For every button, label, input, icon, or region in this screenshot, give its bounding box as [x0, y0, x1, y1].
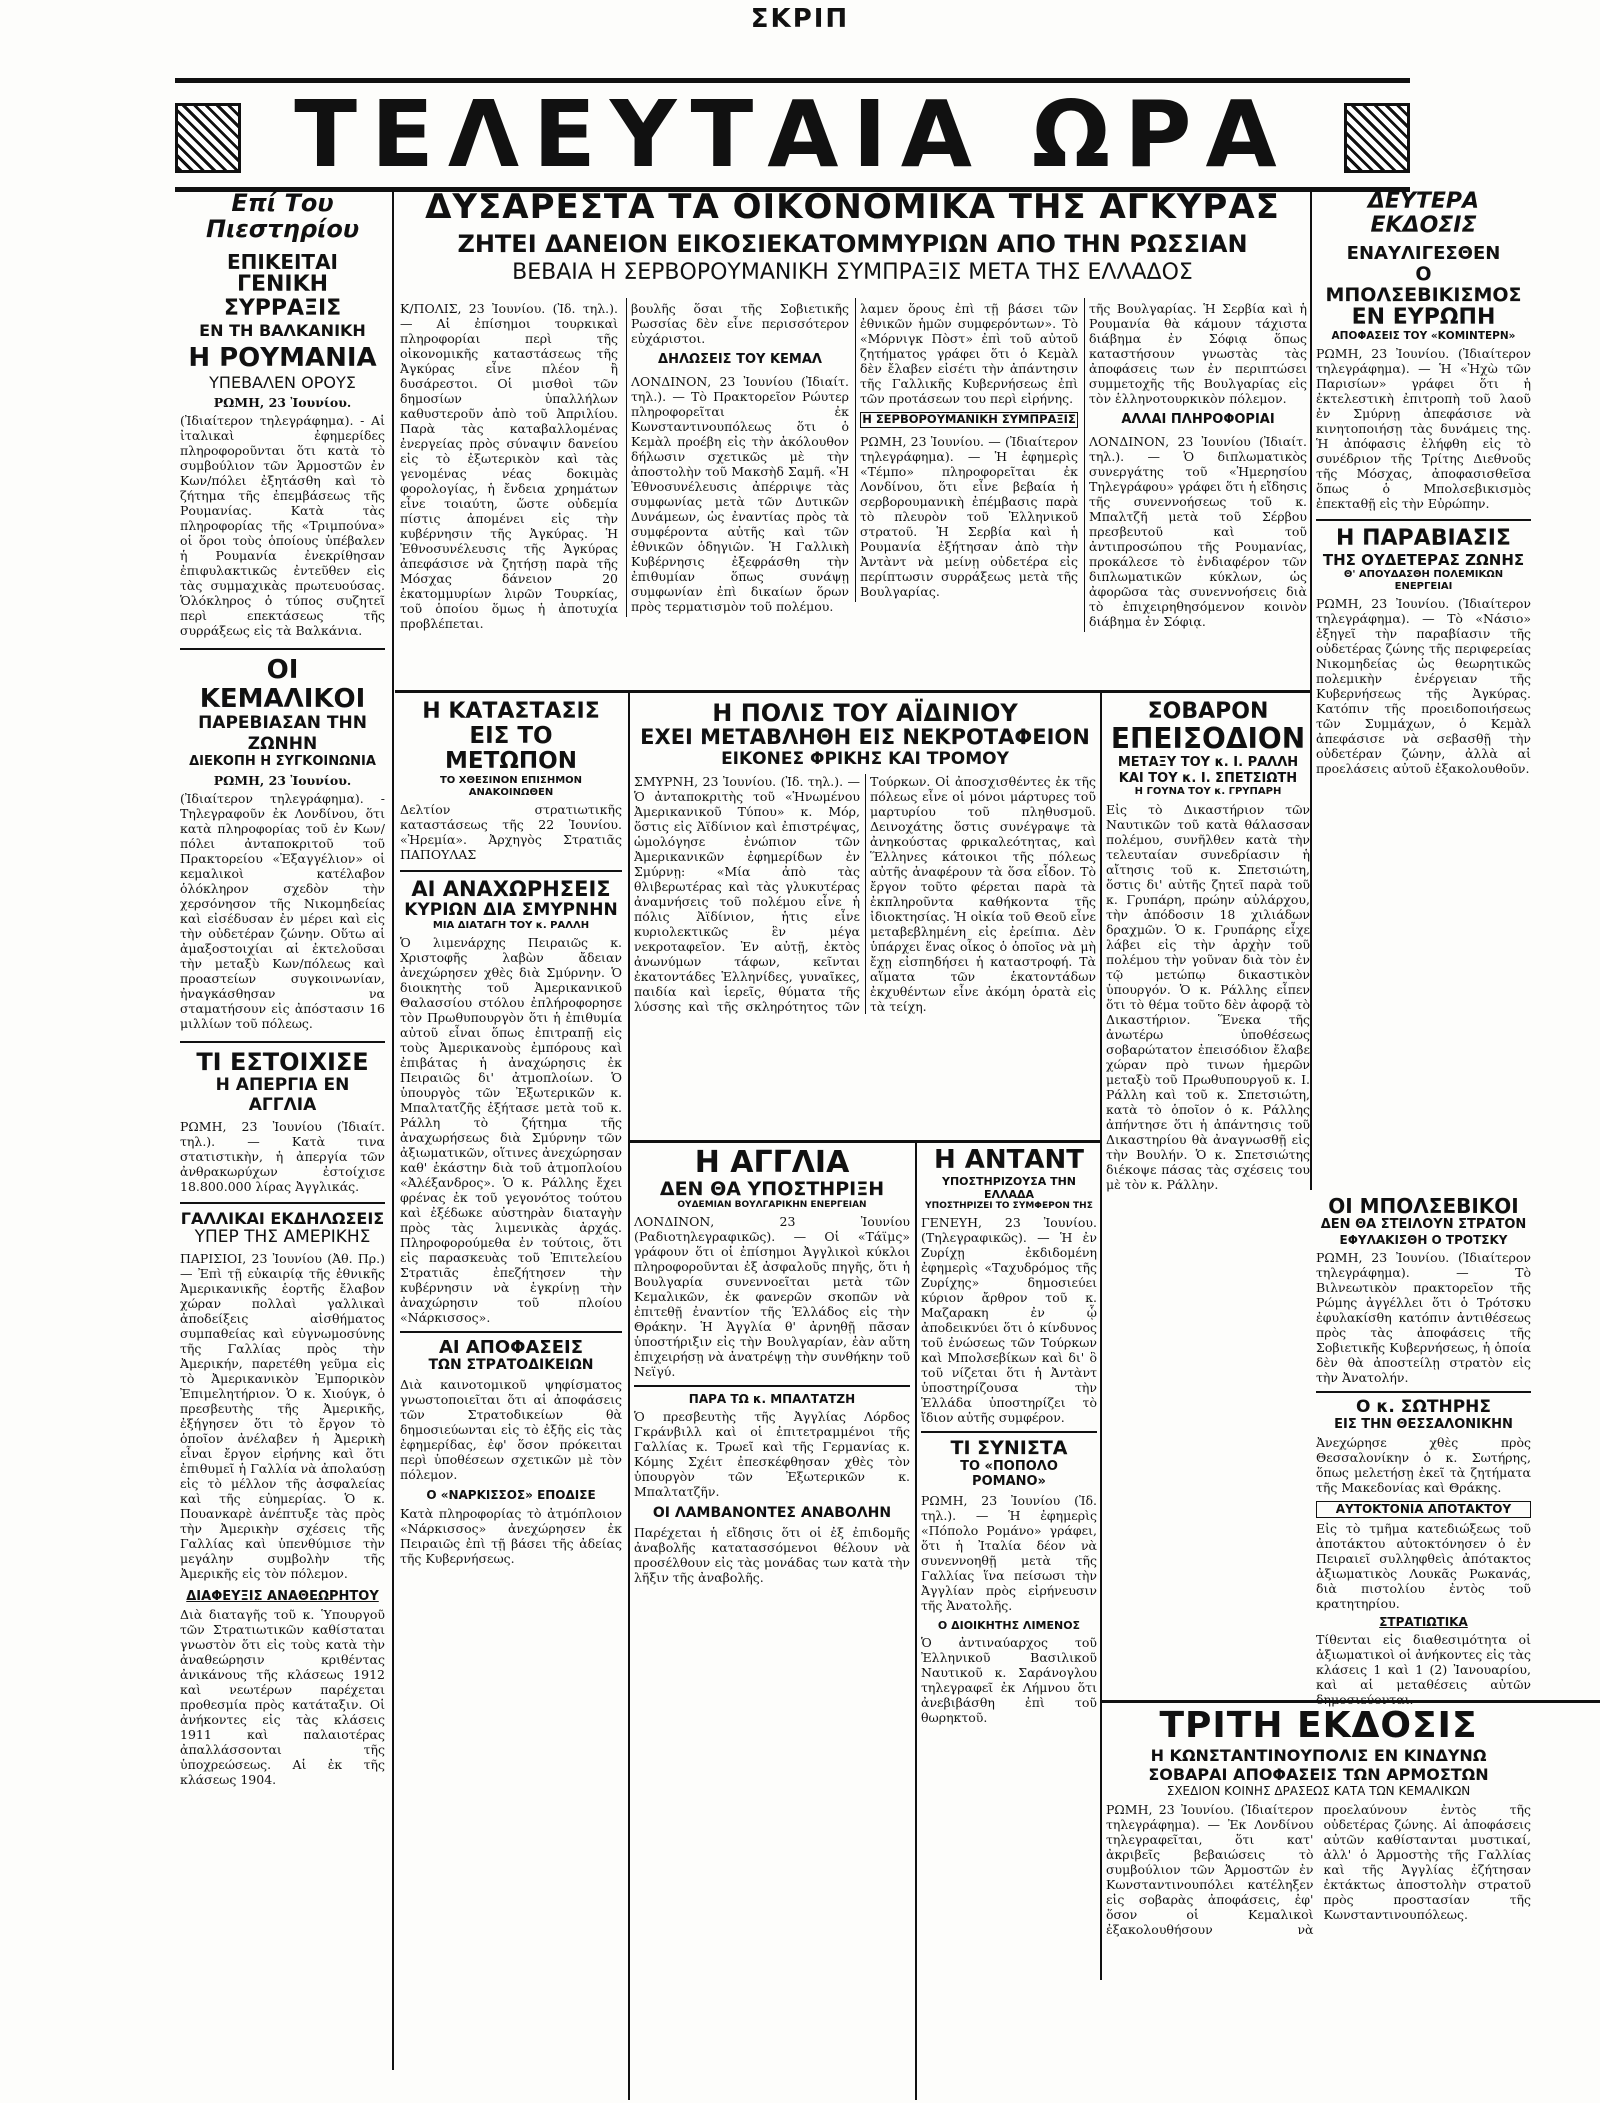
column-rule [1310, 190, 1312, 1190]
subheadline: ΚΑΙ ΤΟΥ κ. Ι. ΣΠΕΤΣΙΩΤΗ [1118, 770, 1298, 786]
article-body: ΡΩΜΗ, 23 Ἰουνίου (Ἰδιαίτ. τηλ.). — Κατὰ τινα στατιστικὴν, ἡ ἀπεργία τῶν ἀνθρακωρύχων ἐστοίχισε 18.800.000 λίρας Ἀγγλικάς. [180, 1118, 385, 1194]
article-body: (Ἰδιαίτερον τηλεγράφημα). - Αἱ ἰταλικαὶ ἐφημερίδες πληροφοροῦνται ὅτι κατὰ τὸ συμβούλιον τῶν Ἁρμοστῶν ἐν Κων/πόλει ἐξητάσθη καὶ τὸ ζήτημα τῆς ἐπεμβάσεως τῆς Ρουμανίας. Κατὰ τὰς πληροφορίας τῆς «Τριμπούνα» οἱ ὅροι τοὺς ὁποίους ὑπέβαλεν ἡ Ρουμανία ἐνεκρίθησαν ἐπιφυλακτικῶς ἐντεῦθεν εἰς τὰς συμμαχικὰς πρωτευούσας. Ὁλόκληρος ὁ τύπος συζητεῖ περὶ επεκτάσεως τῆς συρράξεως εἰς τὰ Βαλκάνια. [180, 413, 385, 639]
subheadline: ΠΑΡΕΒΙΑΣΑΝ ΤΗΝ ΖΩΝΗΝ [198, 713, 367, 754]
headline: ΣΟΒΑΡΟΝ [1147, 699, 1269, 724]
subheadline: ΤΟ «ΠΟΠΟΛΟ ΡΟΜΑΝΟ» [960, 1458, 1058, 1490]
mid-left-column [400, 700, 622, 2100]
article-body: Ἀνεχώρησε χθὲς πρὸς Θεσσαλονίκην ὁ κ. Σωτήρης, ὅπως μελετήσῃ ἐκεῖ τὰ ζητήματα τῆς Μακεδονίας καὶ Θράκης. [1316, 1435, 1531, 1496]
article-body: ΛΟΝΔΙΝΟΝ, 23 Ἰουνίου (Ἰδιαίτ. τηλ.). — Τὸ Πρακτορεῖον Ρώυτερ πληροφορεῖται ἐκ Κωνσταντινουπόλεως ὅτι ὁ Κεμὰλ προέβη εἰς τὴν ἀκόλουθον δήλωσιν σχετικῶς μὲ τὴν ἀποστολὴν τοῦ Μακσὴδ Σαμῆ. «Ἡ Ἐθνοσυνέλευσις ἀπέρριψε τὰς συμφωνίας μετὰ τῶν Δυτικῶν Δυνάμεων, ὡς ἐναντίας πρὸς τὰ συμφέροντα αὐτῆς καὶ τῶν ἐθνικῶν ὁδηγιῶν. Ἡ Γαλλικὴ Κυβέρνησις ἐξεφράσθη τὴν ἐπιθυμίαν ὅπως συνάψῃ συμφωνίαν ἐπὶ δικαίων ὅρων πρὸς τερματισμὸν τοῦ πολέμου. [631, 373, 849, 614]
ornament-right-icon [1344, 103, 1410, 173]
subheadline: ΤΩΝ ΣΤΡΑΤΟΔΙΚΕΙΩΝ [428, 1357, 594, 1374]
section-title: Επί Του Πιεστηρίου [205, 189, 360, 244]
article-body: Εἰς τὸ τμῆμα κατεδιώξεως τοῦ ἀποτάκτου αὐτοκτόνησεν ὁ ἐν Πειραιεῖ συλληφθεὶς ἀπότακτος ἀξιωματικὸς Λουκᾶς Ρωκανάς, διὰ πιστολίου ἐντὸς τοῦ κρατητηρίου. [1316, 1520, 1531, 1611]
headline: ΕΝ ΕΥΡΩΠΗ [1351, 304, 1496, 330]
subheadline: ΔΙΕΚΟΠΗ Η ΣΥΓΚΟΙΝΩΝΙΑ [189, 754, 376, 770]
headline: ΤΙ ΕΣΤΟΙΧΙΣΕ [180, 1041, 385, 1075]
column-rule [628, 690, 630, 2100]
incident-story [1106, 700, 1310, 1695]
headline: ΓΕΝΙΚΗ ΣΥΡΡΑΞΙΣ [223, 271, 342, 321]
left-column [180, 190, 385, 2090]
subheadline: ΥΠΟΣΤΗΡΙΖΟΥΣΑ ΤΗΝ ΕΛΛΑΔΑ [942, 1174, 1076, 1201]
headline: ΠΑΡΑ ΤΩ κ. ΜΠΑΛΤΑΤΖΗ [634, 1385, 910, 1406]
subheadline: ΕΙΚΟΝΕΣ ΦΡΙΚΗΣ ΚΑΙ ΤΡΟΜΟΥ [721, 749, 1009, 770]
article-body: ΛΟΝΔΙΝΟΝ, 23 Ἰουνίου (Ἰδιαίτ. τηλ.). — Ὁ διπλωματικὸς συνεργάτης τοῦ «Ἡμερησίου Τηλεγράφου» γράφει ὅτι ἡ εἴδησις τῆς συνεννοήσεως τοῦ κ. Μπαλτζῆ μετὰ τοῦ Σέρβου πρεσβευτοῦ καὶ τοῦ ἀντιπροσώπου τῆς Ρουμανίας, προκάλεσε τὸ ἐνδιαφέρον τῶν διπλωματικῶν κύκλων, ὡς ἀφορῶσα τὰς συνεννοήσεις διὰ τὸ ἐπιχειρηθησόμενον κοινὸν διάβημα ἐν Σόφιᾳ. [1089, 433, 1307, 629]
subheadline: ΕΦΥΛΑΚΙΣΘΗ Ο ΤΡΟΤΣΚΥ [1339, 1232, 1508, 1247]
article-body: Κατὰ πληροφορίας τὸ ἀτμόπλοιον «Νάρκισσος» ἀνεχώρησεν ἐκ Πειραιῶς ἐπὶ τῇ βάσει τῆς ἀδείας τῆς Κυβερνήσεως. [400, 1505, 622, 1566]
subheadline: Η ΣΕΡΒΟΡΟΥΜΑΝΙΚΗ ΣΥΜΠΡΑΞΙΣ [860, 412, 1078, 428]
main-column [400, 298, 618, 634]
article-body: Εἰς τὸ Δικαστήριον τῶν Ναυτικῶν τοῦ κατὰ θάλασσαν πολέμου, συνῆλθεν κατὰ τὴν τελευταίαν συνεδρίασιν ἡ αἴτησις τοῦ κ. Σπετσιώτη, ὅστις δι' αὐτῆς ζητεῖ παρὰ τοῦ κ. Γρυπάρη, πρώην αὐλάρχου, τὴν ἀπόδοσιν 18 χιλιάδων δραχμῶν. Ὁ κ. Γρυπάρης εἶχε λάβει εἰς τὴν ἀρχὴν τοῦ πολέμου τὴν γοῦναν διὰ τὸν ἐν τῷ μετώπῳ δικαστικὸν ὑπουργόν. Ὁ κ. Ράλλης εἶπεν ὅτι τὸ θέμα τοῦτο δὲν ἀφορᾷ τὸ Δικαστήριον. Ἕνεκα τῆς ἀνωτέρω ὑποθέσεως σοβαρώτατον ἐπεισόδιον ἔλαβε χώραν πρὸ τινων ἡμερῶν μεταξὺ τοῦ Πρωθυπουργοῦ κ. Ι. Ράλλη καὶ τοῦ κ. Σπετσιώτη, κατὰ τὸ ὁποῖον ὁ κ. Ράλλης ἀπήντησε ὅτι ἡ ἀπάντησις τοῦ Δικαστηρίου θὰ ἀναγνωσθῇ εἰς τὴν Βουλήν. Ὁ κ. Σπετσιώτης διέκοψε πάσας τὰς σχέσεις του μὲ τὸν κ. Ράλλην. [1106, 802, 1310, 1193]
main-column [1084, 298, 1307, 632]
main-story [400, 187, 1307, 685]
subheadline: Η ΚΩΝΣΤΑΝΤΙΝΟΥΠΟΛΙΣ ΕΝ ΚΙΝΔΥΝΩ [1150, 1745, 1487, 1765]
article-body: Ὁ λιμενάρχης Πειραιῶς κ. Χριστοφῆς λαβὼν ἄδειαν ἀνεχώρησεν χθὲς διὰ Σμύρνην. Ὁ διοικητὴς τοῦ Ἀμερικανικοῦ Θαλασσίου στόλου ἐπλήροφορησε τὸν Πρωθυπουργὸν ὅτι ἡ ἐπιθυμία αὐτοῦ εἶναι ὅπως ἐπιτραπῇ εἰς τοὺς Ἀμερικανοὺς ἐμπόρους καὶ ἐπιβάτας ἡ ἀναχώρησις ἐκ Πειραιῶς δι' ἀτμοπλοίων. Ὁ ὑπουργὸς τῶν Ἐξωτερικῶν κ. Μπαλτατζῆς ἐξήτασε μετὰ τοῦ κ. Ράλλη τὸ ζήτημα τῆς ἀναχωρήσεως διὰ Σμύρνην τῶν ἀξιωματικῶν, οἵτινες ἀνεχώρησαν καθ' ἑκάστην διὰ τοῦ ἀτμοπλοίου «Ἀλέξανδρος». Ὁ κ. Ράλλης ἔχει φρένας ἐκ τοῦ γεγονότος τούτου καὶ ἐξέδωκε αὐστηρὰν διαταγὴν πρὸς τὰς λιμενικὰς ἀρχάς. Πληροφορούμεθα ἐν τούτοις, ὅτι εἰς παρασκευὰς τοῦ Ἐπιτελείου Στρατιᾶς ἐπεζήτησεν τὴν κυβέρνησιν νὰ ἐγκρίνῃ τὴν ἀναχώρησιν τοῦ πλοίου «Νάρκισσος». [400, 934, 622, 1325]
newspaper-title: ΤΕΛΕΥΤΑΙΑ ΩΡΑ [294, 81, 1291, 188]
article-body: ΡΩΜΗ, 23 Ἰουνίου. (Ἰδιαίτερον τηλεγράφημα). — Ἐκ Λονδίνου τηλεγραφεῖται, ὅτι κατ' ἀκριβεῖς βεβαιώσεις τὸ συμβούλιον τῶν Ἁρμοστῶν ἐν Κωνσταντινουπόλει κατέληξεν εἰς σοβαρὰς ἀποφάσεις, ἐφ' ὅσον οἱ Κεμαλικοὶ ἐξακολουθήσουν νὰ προελαύνουν ἐντὸς τῆς οὐδετέρας ζώνης. Αἱ ἀποφάσεις αὐτῶν καθίστανται μυστικαί, ἀλλ' ὁ Ἁρμοστὴς τῆς Γαλλίας καὶ τῆς Ἀγγλίας ἐζήτησαν ἐκτάκτως ἀποστολὴν στρατοῦ πρὸς προστασίαν τῆς Κωνσταντινουπόλεως. [1106, 1802, 1531, 1938]
headline: ΓΑΛΛΙΚΑΙ ΕΚΔΗΛΩΣΕΙΣ [180, 1202, 385, 1228]
masthead-top-label: ΣΚΡΙΠ [750, 4, 850, 34]
headline: Ο ΜΠΟΛΣΕΒΙΚΙΣΜΟΣ [1325, 263, 1522, 307]
headline: Η ΚΑΤΑΣΤΑΣΙΣ [422, 699, 600, 724]
article-body: Ὁ ἀντιναύαρχος τοῦ Ἐλληνικοῦ Βασιλικοῦ Ναυτικοῦ κ. Σαράνογλου τηλεγραφεῖ ἐκ Λήμνου ὅτι ἀνεβιβάσθη ἐπὶ τοῦ θωρηκτοῦ. [921, 1635, 1097, 1726]
article-body: λαμεν ὅρους ἐπὶ τῇ βάσει τῶν ἐθνικῶν ἡμῶν συμφερόντων». Τὸ «Μόρνιγκ Πὸστ» ἐπὶ τοῦ αὐτοῦ ζητήματος γράφει ὅτι ὁ Κεμὰλ δὲν ἔλαβεν εἰσέτι τὴν ἀπάντησιν τῆς Γαλλικῆς Κυβερνήσεως ἐπὶ τῶν προτάσεων του περὶ εἰρήνης. [860, 301, 1078, 406]
main-column [626, 298, 849, 617]
subheadline: Η ΓΟΥΝΑ ΤΟΥ κ. ΓΡΥΠΑΡΗ [1134, 786, 1282, 798]
headline: ΕΠΕΙΣΟΔΙΟΝ [1110, 722, 1306, 756]
article-body: ΡΩΜΗ, 23 Ἰουνίου (Ἰδ. τηλ.). — Ἡ ἐφημερὶς «Πόπολο Ρομάνο» γράφει, ὅτι ἡ Ἰταλία δέον νὰ συνεννοηθῇ μετὰ τῆς Γαλλίας ἵνα πείσωσι τὴν Ἀγγλίαν πρὸς εἰρήνευσιν τῆς Ἀνατολῆς. [921, 1492, 1097, 1613]
section-rule [395, 690, 1310, 693]
column-rule [915, 1140, 917, 2100]
article-body: τῆς Βουλγαρίας. Ἡ Σερβία καὶ ἡ Ρουμανία θὰ κάμουν τάχιστα διάβημα ἐν Σόφιᾳ ὅπως καταστήσουν γνωστὰς τὰς ἀποφάσεις των ἐν περιπτώσει συμμετοχῆς τῆς Βουλγαρίας εἰς τὸν ἑλληνοτουρκικὸν πόλεμον. [1089, 301, 1307, 406]
section-title: ΔΕΥΤΕΡΑ ΕΚΔΟΣΙΣ [1367, 189, 1480, 239]
headline: ΟΙ ΛΑΜΒΑΝΟΝΤΕΣ ΑΝΑΒΟΛΗΝ [652, 1505, 892, 1522]
article-body: Διὰ καινοτομικοῦ ψηφίσματος γνωστοποιεῖται ὅτι αἱ ἀποφάσεις τῶν Στρατοδικείων θὰ δημοσιεύωνται εἰς τὸ ἐξῆς εἰς τὰς ἐφημερίδας, ἐφ' ὅσον πρόκειται περὶ ὑποθέσεων σχετικῶν μὲ τὸν πόλεμον. [400, 1377, 622, 1483]
article-body: Παρέχεται ἡ εἴδησις ὅτι οἱ ἐξ ἐπιδομῆς ἀναβολῆς κατατασσόμενοι θέλουν νὰ προσέλθουν εἰς τὰς μονάδας των κατὰ τὴν λῆξιν τῆς ἀναβολῆς. [634, 1524, 910, 1585]
subheadline: ΑΛΛΑΙ ΠΛΗΡΟΦΟΡΙΑΙ [1121, 412, 1275, 427]
aidini-story [634, 700, 1096, 1135]
headline: ΤΙ ΣΥΝΙΣΤΑ [921, 1431, 1097, 1459]
headline: ΟΙ ΚΕΜΑΛΙΚΟΙ [180, 648, 385, 713]
headline: Η ΠΟΛΙΣ ΤΟΥ ΑΪΔΙΝΙΟΥ [712, 699, 1018, 727]
subheadline: ΜΕΤΑΞΥ ΤΟΥ κ. Ι. ΡΑΛΛΗ [1117, 754, 1299, 770]
subheadline: ΣΧΕΔΙΟΝ ΚΟΙΝΗΣ ΔΡΑΣΕΩΣ ΚΑΤΑ ΤΩΝ ΚΕΜΑΛΙΚΩΝ [1166, 1783, 1471, 1798]
column-rule [1100, 690, 1102, 1980]
article-body: ΡΩΜΗ, 23 Ἰουνίου. — (Ἰδιαίτερον τηλεγράφημα). — Ἡ ἐφημερὶς «Τέμπο» πληροφορεῖται ἐκ Λονδίνου, ὅτι εἶνε βεβαία ἡ σερβορουμανικὴ ἐπέμβασις παρὰ τὸ πλευρὸν τοῦ Ἑλληνικοῦ στρατοῦ. Ἡ Σερβία καὶ ἡ Ρουμανία ἐξήτησαν ἀπὸ τὴν Ἀντὰντ νὰ μείνῃ οὐδετέρα εἰς περίπτωσιν συρράξεως μετὰ τῆς Βουλγαρίας. [860, 433, 1078, 599]
headline: ΕΧΕΙ ΜΕΤΑΒΛΗΘΗ ΕΙΣ ΝΕΚΡΟΤΑΦΕΙΟΝ [640, 725, 1090, 750]
subheadline: ΔΗΛΩΣΕΙΣ ΤΟΥ ΚΕΜΑΛ [658, 352, 822, 367]
headline: Η ΡΟΥΜΑΝΙΑ [188, 343, 377, 374]
headline: ΣΤΡΑΤΙΩΤΙΚΑ [1379, 1614, 1468, 1629]
headline: Η ΑΝΤΑΝΤ [933, 1145, 1085, 1175]
headline: ΤΡΙΤΗ ΕΚΔΟΣΙΣ [1159, 1705, 1478, 1746]
headline: ΕΠΙΚΕΙΤΑΙ [226, 249, 338, 274]
subheadline: ΥΠΟΣΤΗΡΙΖΕΙ ΤΟ ΣΥΜΦΕΡΟΝ ΤΗΣ [925, 1200, 1093, 1211]
article-body: ΠΑΡΙΣΙΟΙ, 23 Ἰουνίου (Ἀθ. Πρ.) — Ἐπὶ τῇ εὐκαιρίᾳ τῆς ἐθνικῆς Ἀμερικανικῆς ἑορτῆς ἔλαβον χώραν πολλαὶ γαλλικαὶ ἀποδείξεις αἰσθήματος συμπαθείας καὶ εὐγνωμοσύνης τῆς Γαλλίας πρὸς τὴν Ἀμερικήν, παρετέθη γεῦμα εἰς τὸ Ἀμερικανικὸν Ἐμπορικὸν Ἐπιμελητήριον. Ὁ κ. Χιούγκ, ὁ πρεσβευτὴς τῆς Ἀμερικῆς, ἐξήγησεν ὅτι τὸ ἔργον τὸ ὁποῖον ἀνέλαβεν ἡ Ἀμερικὴ εἶναι ἔργον εἰρήνης καὶ ὅτι ἐπιθυμεῖ ἡ Γαλλία νὰ ἀπολαύσῃ εἰς τὸ μέλλον τῆς ἀσφαλείας καὶ τῆς εὐημερίας. Ὁ κ. Πουανκαρὲ ἀνέπτυξε τὰς πρὸς τὴν Ἀμερικὴν σχέσεις τῆς Γαλλίας καὶ ὑπενθύμισε τὴν μεγάλην συμβολὴν τῆς Ἀμερικῆς εἰς τὸν πόλεμον. [180, 1250, 385, 1581]
headline: Ο κ. ΣΩΤΗΡΗΣ [1316, 1391, 1531, 1417]
main-column [855, 298, 1078, 602]
section-rule [630, 1140, 1100, 1143]
headline: ΚΥΡΙΩΝ ΔΙΑ ΣΜΥΡΝΗΝ [404, 899, 618, 920]
subheadline: ΕΝ ΤΗ ΒΑΛΚΑΝΙΚΗ [199, 321, 366, 341]
headline: Ο ΔΙΟΙΚΗΤΗΣ ΛΙΜΕΝΟΣ [937, 1618, 1081, 1632]
headline: ΑΙ ΑΝΑΧΩΡΗΣΕΙΣ [400, 870, 622, 901]
article-body: (Ἰδιαίτερον τηλεγράφημα). - Τηλεγραφοῦν ἐκ Λονδίνου, ὅτι κατὰ πληροφορίας τοῦ ἐν Κων/πόλει ἀνταποκριτοῦ τοῦ Πρακτορείου «Ἐξαγγέλιον» οἱ κεμαλικοὶ κατέλαβον ὁλόκληρον σχεδὸν τὴν χερσόνησον τῆς Νικομηδείας καὶ εἰσέδυσαν ἐν μέρει καὶ εἰς τὴν οὐδετέραν ζώνην. Οὕτω αἱ ἀμαξοστοιχίαι αἱ ἐκτελοῦσαι τὴν μεταξὺ Κων/πόλεως καὶ προαστείων συγκοινωνίαν, ἠναγκάσθησαν να σταματήσουν εἰς ἀπόστασιν 16 μιλλίων τοῦ πόλεως. [180, 790, 385, 1031]
main-subheadline: ΒΕΒΑΙΑ Η ΣΕΡΒΟΡΟΥΜΑΝΙΚΗ ΣΥΜΠΡΑΞΙΣ ΜΕΤΑ ΤΗΣ ΕΛΛΑΔΟΣ [512, 259, 1193, 285]
subheadline: ΤΟ ΧΘΕΣΙΝΟΝ ΕΠΙΣΗΜΟΝ ΑΝΑΚΟΙΝΩΘΕΝ [439, 774, 583, 798]
article-body: Κ/ΠΟΛΙΣ, 23 Ἰουνίου. (Ἰδ. τηλ.). — Αἱ ἐπίσημοι τουρκικαὶ πληροφορίαι περὶ τῆς οἰκονομικῆς καταστάσεως τῆς Ἀγκύρας εἶνε πλέον ἢ δυσάρεστοι. Οἱ μισθοὶ τῶν δημοσίων ὑπαλλήλων καθυστεροῦν ἀπὸ τοῦ Ἀπριλίου. Παρὰ τὰς καταβαλλομένας ἐνεργείας πρὸς σύναψιν δανείου εἰς τὸ ἐξωτερικὸν καὶ τὰς γενομένας νέας δοκιμὰς φορολογίας, ἡ ἔνδεια χρημάτων εἶνε τοιαύτη, ὥστε οὐδεμία πίστις ἀπομένει εἰς τὴν κυβέρνησιν τῆς Ἀγκύρας. Ἡ Ἐθνοσυνέλευσις τῆς Ἀγκύρας ἀπεφάσισε νὰ ζητήσῃ παρὰ τῆς Μόσχας δάνειον 20 ἑκατομμυρίων λιρῶν Τουρκίας, τοῦ ὁποίου ὅμως ἡ ἀποτυχία προβλέπεται. [400, 301, 618, 631]
headline: Η ΠΑΡΑΒΙΑΣΙΣ [1316, 519, 1531, 551]
subheadline: ΤΗΣ ΟΥΔΕΤΕΡΑΣ ΖΩΝΗΣ [1322, 550, 1525, 569]
third-edition-story [1106, 1706, 1531, 2101]
headline: Ο «ΝΑΡΚΙΣΣΟΣ» ΕΠΟΔΙΣΕ [426, 1488, 596, 1503]
headline: ΕΙΣ ΤΟ ΜΕΤΩΠΟΝ [445, 723, 577, 775]
subheadline: ΥΠΕΒΑΛΕΝ ΟΡΟΥΣ [209, 372, 356, 392]
article-body: Ὁ πρεσβευτὴς τῆς Ἀγγλίας Λόρδος Γκράνβιλλ καὶ οἱ ἐπιτετραμμένοι τῆς Γαλλίας κ. Τρωεῖ καὶ τῆς Γερμανίας κ. Κόμης Σχέιτ ἐπεσκέφθησαν χθὲς τὸν ὑπουργὸν τῶν Ἐξωτερικῶν κ. Μπαλτατζῆν. [634, 1409, 910, 1500]
subheadline: ΣΟΒΑΡΑΙ ΑΠΟΦΑΣΕΙΣ ΤΩΝ ΑΡΜΟΣΤΩΝ [1148, 1764, 1489, 1784]
article-body: Διὰ διαταγῆς τοῦ κ. Ὑπουργοῦ τῶν Στρατιωτικῶν καθίσταται γνωστὸν ὅτι εἰς τοὺς κατὰ τὴν ἀναθεώρησιν κριθέντας ἀνικάνους τῆς κλάσεως 1912 καὶ νεωτέρων παρέχεται προθεσμία πρὸς κατάταξιν. Οἱ ἀνήκοντες εἰς τὰς κλάσεις 1911 καὶ παλαιοτέρας ἀπαλλάσσονται τῆς ὑποχρεώσεως. Αἱ ἐκ τῆς κλάσεως 1904. [180, 1607, 385, 1788]
subheadline: ΜΙΑ ΔΙΑΤΑΓΗ ΤΟΥ κ. ΡΑΛΛΗ [432, 919, 590, 931]
headline: ΔΙΑΦΕΥΞΙΣ ΑΝΑΘΕΩΡΗΤΟΥ [186, 1588, 379, 1604]
article-body: ΓΕΝΕΥΗ, 23 Ἰουνίου. (Τηλεγραφικῶς). — Ἡ ἐν Ζυρίχῃ ἐκδιδομένη ἐφημερὶς «Ταχυδρόμος τῆς Ζυρίχης» δημοσιεύει κύριον ἄρθρον τοῦ κ. Μαζαρακη ἐν ᾧ ἀποδεικνύει ὅτι ὁ κίνδυνος τοῦ ἐνώσεως τῶν Τούρκων καὶ Μπολσεβίκων καὶ δι' ὃ τοῦ νίζεται ὅτι ἡ Ἀντὰντ ὑποστηρίζουσα τὴν Ἑλλάδα ὑποστηρίζει τὸ ἴδιον αὐτῆς συμφέρον. [921, 1214, 1097, 1425]
subheadline: Θ' ΑΠΟΥΔΑΣΘΗ ΠΟΛΕΜΙΚΩΝ ΕΝΕΡΓΕΙΑΙ [1343, 568, 1504, 592]
column-rule [392, 190, 394, 2070]
subheadline: ΟΥΔΕΜΙΑΝ ΒΟΥΛΓΑΡΙΚΗΝ ΕΝΕΡΓΕΙΑΝ [677, 1199, 867, 1210]
right-column-lower [1316, 1194, 1531, 1708]
dateline: ΡΩΜΗ, 23 Ἰουνίου. [213, 395, 352, 411]
entente-story [921, 1146, 1097, 2096]
headline: ΔΕΝ ΘΑ ΥΠΟΣΤΗΡΙΞΗ [659, 1178, 885, 1200]
england-story [634, 1146, 910, 2096]
subheadline: ΔΕΝ ΘΑ ΣΤΕΙΛΟΥΝ ΣΤΡΑΤΟΝ [1320, 1217, 1527, 1232]
article-body: Δελτίον στρατιωτικῆς καταστάσεως τῆς 22 Ἰουνίου. «Ἠρεμία». Ἀρχηγὸς Στρατιᾶς ΠΑΠΟΥΛΑΣ [400, 801, 622, 862]
article-body: ΛΟΝΔΙΝΟΝ, 23 Ἰουνίου (Ραδιοτηλεγραφικῶς). — Οἱ «Τάϊμς» γράφουν ὅτι οἱ ἐπίσημοι Ἀγγλικοὶ κύκλοι πληροφοροῦνται ἐξ ἀσφαλοῦς πηγῆς, ὅτι ἡ Βουλγαρία συνεννοεῖται μετὰ τῶν Κεμαλικῶν, ἐκ φανερῶν σκοπῶν νὰ ἐπιτεθῇ ἐναντίον τῆς Ἑλλάδος εἰς τὴν Θράκην. Ἡ Ἀγγλία θ' ἀρνηθῇ πᾶσαν ὑποστήριξιν εἰς τὴν Βουλγαρίαν, ἐὰν αὕτη ἐπιχειρήσῃ νὰ ἀνατρέψῃ τὴν συνθήκην τοῦ Νεϊγύ. [634, 1213, 910, 1379]
subheadline: ΕΙΣ ΤΗΝ ΘΕΣΣΑΛΟΝΙΚΗΝ [1334, 1416, 1513, 1432]
subheadline: Η ΑΠΕΡΓΙΑ ΕΝ ΑΓΓΛΙΑ [215, 1075, 350, 1116]
subheadline: ΥΠΕΡ ΤΗΣ ΑΜΕΡΙΚΗΣ [194, 1227, 371, 1248]
masthead [175, 78, 1410, 192]
article-body: βουλῆς ὅσαι τῆς Σοβιετικῆς Ρωσσίας δὲν εἶνε περισσότερον εὐχάριστοι. [631, 301, 849, 346]
headline: Η ΑΓΓΛΙΑ [694, 1145, 850, 1180]
main-subheadline: ΖΗΤΕΙ ΔΑΝΕΙΟΝ ΕΙΚΟΣΙΕΚΑΤΟΜΜΥΡΙΩΝ ΑΠΟ ΤΗΝ ΡΩΣΣΙΑΝ [457, 229, 1248, 258]
article-body: ΡΩΜΗ, 23 Ἰουνίου. (Ἰδιαίτερον τηλεγράφημα). — Τὸ «Νάσιο» ἐξηγεῖ τὴν παραβίασιν τῆς οὐδετέρας ζώνης τῆς περιφερείας Νικομηδείας ὡς θεωρητικῶς πολεμικὴν ἐνέργειαν τῆς Κυβερνήσεως τῆς Ἀγκύρας. Κατόπιν τῆς προειδοποιήσεως τῶν Συμμάχων, ὁ Κεμὰλ ἀπεφάσισε νὰ σεβασθῇ τὴν οὐδετέραν ζώνην, ἀλλὰ αἱ προελάσεις αὐτοῦ ἐξακολουθοῦν. [1316, 595, 1531, 776]
article-body: ΡΩΜΗ, 23 Ἰουνίου. (Ἰδιαίτερον τηλεγράφημα). — Ἡ «Ἠχὼ τῶν Παρισίων» γράφει ὅτι ἡ ἐκτελεστικὴ ἐπιτροπὴ τοῦ λαοῦ ἐν Σμύρνῃ ἀπεφάσισε νὰ κινητοποιήσῃ τὰς δυνάμεις της. Ἡ ἀπόφασις ἐλήφθη εἰς τὸ συνέδριον τῆς Τρίτης Διεθνοῦς τῆς Μόσχας, ἀποφασισθεῖσα ὅπως ὁ Μπολσεβικισμὸς ἐπεκταθῇ εἰς τὴν Εὐρώπην. [1316, 345, 1531, 511]
dateline: ΡΩΜΗ, 23 Ἰουνίου. [213, 772, 352, 788]
article-body: ΣΜΥΡΝΗ, 23 Ἰουνίου. (Ἰδ. τηλ.). — Ὁ ἀνταποκριτὴς τοῦ «Ἡνωμένου Ἀμερικανικοῦ Τύπου» κ. Μόρ, ὅστις εἰς Ἀϊδίνιον καὶ ἐπιστρέψας, ὡμολόγησε ἐνώπιον τῶν Ἀμερικανικῶν ἐφημερίδων ἐν Σμύρνῃ: «Μία ἀπὸ τὰς θλιβερωτέρας καὶ τὰς γλυκυτέρας ἀναμνήσεις τοῦ πολέμου εἶνε ἡ πόλις Ἀϊδίνιον, ἡτις εἶνε κυριολεκτικῶς ἓν μέγα νεκροταφεῖον. Ἐν αὐτῇ, ἐκτὸς ἀνωνύμων τάφων, κεῖνται ἐκατοντάδες Ἑλληνίδες, γυναῖκες, παιδία καὶ ἱερεῖς, θύματα τῆς λύσσης καὶ τῆς σκληρότητος τῶν Τούρκων. Οἱ ἀποσχισθέντες ἐκ τῆς πόλεως εἶνε οἱ μόνοι μάρτυρες τοῦ μαρτυρίου τοῦ πληθυσμοῦ. Δεινοχάτης ὅστις συνέγραψε τὰ ἀνηκούστας φρικαλεότητας, καὶ Ἕλληνες κάτοικοι τῆς πόλεως αὐτῆς ἀναφέρουν τὰ ὅσα εἶδον. Τὸ ἔργον τοῦτο φέρεται παρὰ τὰ ἐκπληροῦντα καθήκοντα τῆς ἰδιοκτησίας. Ἡ οἰκία τοῦ Θεοῦ εἶνε μεταβεβλημένη εἰς ἐρείπια. Δὲν ὑπάρχει ἕνας οἶκος ὁ ὁποῖος νὰ μὴ ἔχῃ εἰσπηδήσει ἡ καταστροφή. Τὰ αἵματα τῶν ἑκατοντάδων ἐκχυθέντων εἶνε ἀκόμη ὁρατὰ εἰς τὰ τείχη. [634, 773, 1096, 1014]
article-body: ΡΩΜΗ, 23 Ἰουνίου. (Ἰδιαίτερον τηλεγράφημα). — Τὸ Βιλνεωτικὸν πρακτορεῖον τῆς Ρώμης ἀγγέλλει ὅτι ὁ Τρότσκυ ἐφυλακίσθη κατόπιν ἀντιθέσεως πρὸς τὰς ἀποφάσεις τῆς Σοβιετικῆς Κυβερνήσεως, ἡ ὁποία δὲν θὰ ἀποστείλῃ στρατὸν εἰς τὴν Ἀνατολήν. [1316, 1249, 1531, 1385]
article-body: Τίθενται εἰς διαθεσιμότητα οἱ ἀξιωματικοὶ οἱ ἀνήκοντες εἰς τὰς κλάσεις 1 καὶ 1 (2) Ἰανουαρίου, καὶ αἱ μεταθέσεις αὐτῶν δημοσιεύονται. [1316, 1632, 1531, 1708]
headline: ΕΝΑΥΛΙΓΕΣΘΕΝ [1346, 243, 1501, 265]
subheadline: ΑΠΟΦΑΣΕΙΣ ΤΟΥ «ΚΟΜΙΝΤΕΡΝ» [1331, 330, 1516, 343]
headline: ΑΙ ΑΠΟΦΑΣΕΙΣ [400, 1331, 622, 1358]
headline: ΑΥΤΟΚΤΟΝΙΑ ΑΠΟΤΑΚΤΟΥ [1316, 1501, 1531, 1517]
main-headline: ΔΥΣΑΡΕΣΤΑ ΤΑ ΟΙΚΟΝΟΜΙΚΑ ΤΗΣ ΑΓΚΥΡΑΣ [425, 187, 1280, 227]
headline: ΟΙ ΜΠΟΛΣΕΒΙΚΟΙ [1328, 1194, 1519, 1218]
right-column [1316, 190, 1531, 1190]
